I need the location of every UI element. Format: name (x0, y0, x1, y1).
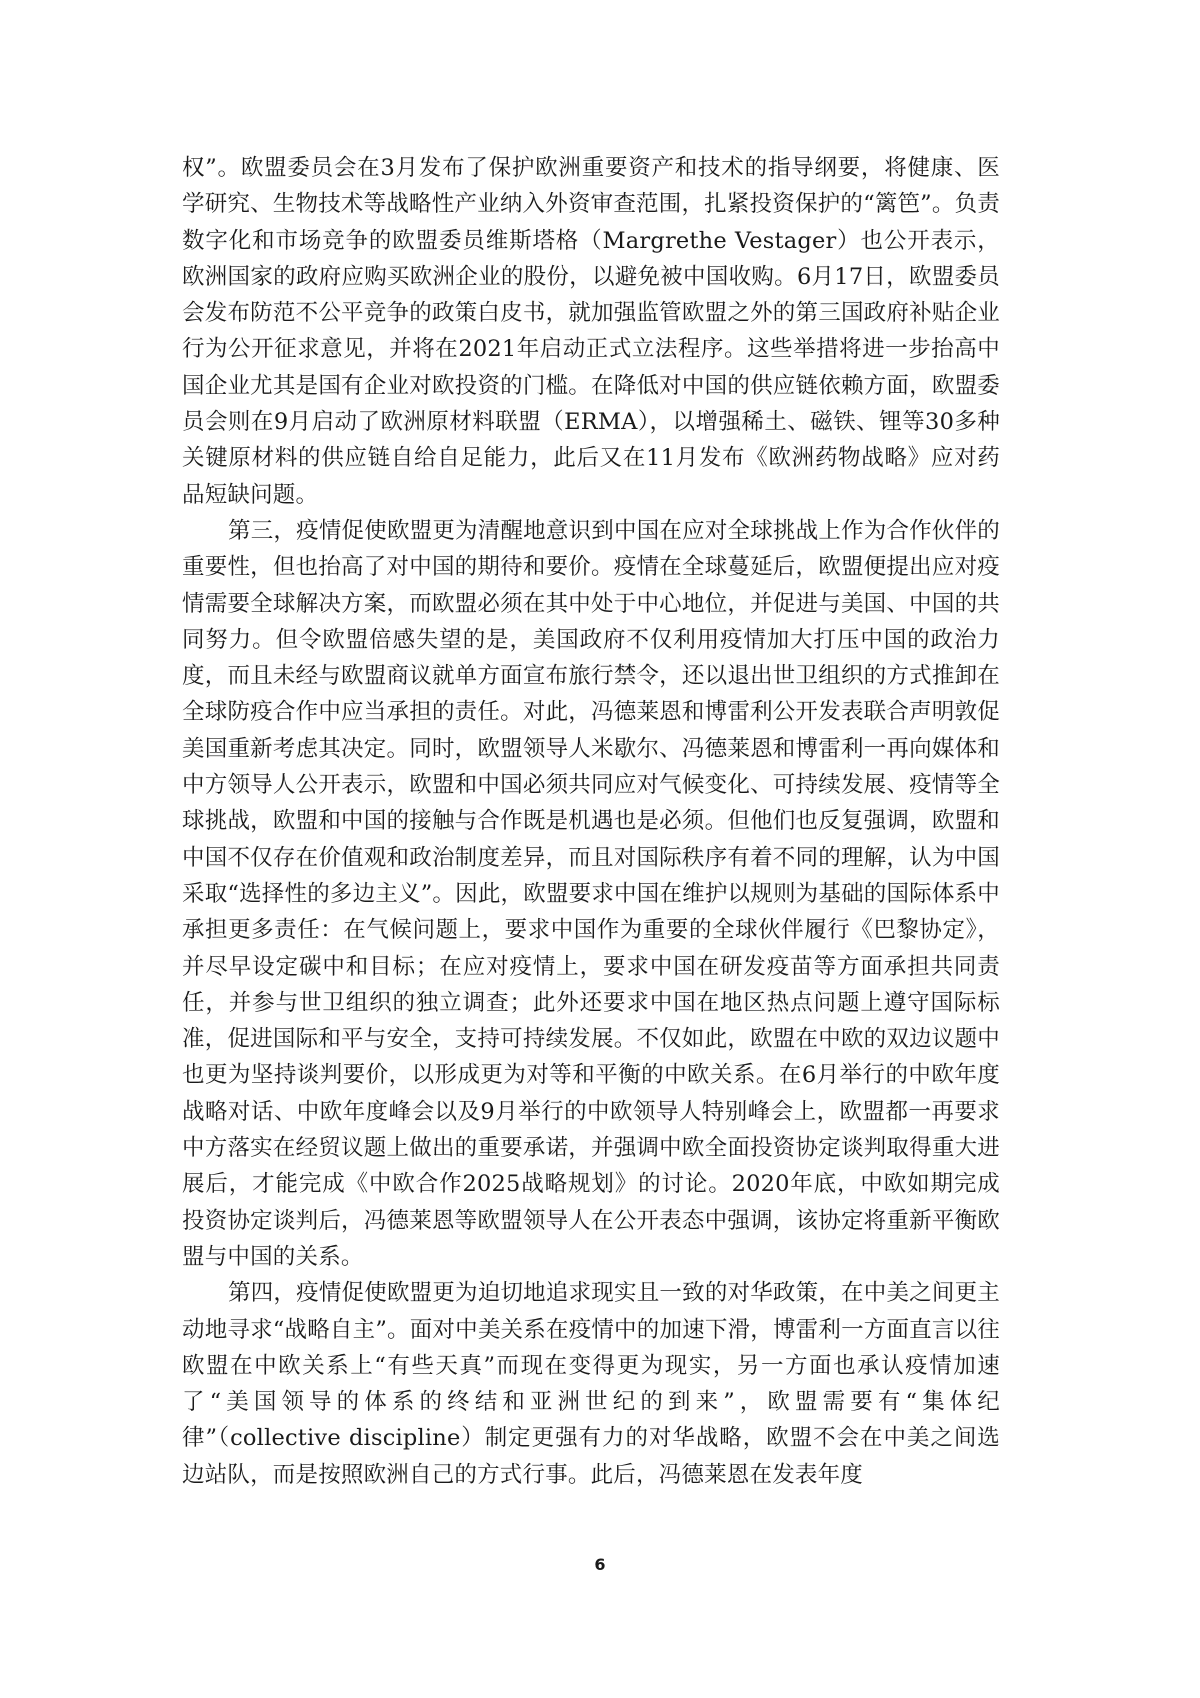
body-paragraph: 第四，疫情促使欧盟更为迫切地追求现实且一致的对华政策，在中美之间更主动地寻求“战略自主”。面对中美关系在疫情中的加速下滑，博雷利一方面直言以往欧盟在中欧关系上“有些天真”而现在变得更为现实，另一方面也承认疫情加速了“美国领导的体系的终结和亚洲世纪的到来”，欧盟需要有“集体纪律”（collective discipline）制定更强有力的对华战略，欧盟不会在中美之间选边站队，而是按照欧洲自己的方式行事。此后，冯德莱恩在发表年度 (182, 1280, 1000, 1488)
body-paragraph: 第三，疫情促使欧盟更为清醒地意识到中国在应对全球挑战上作为合作伙伴的重要性，但也抬高了对中国的期待和要价。疫情在全球蔓延后，欧盟便提出应对疫情需要全球解决方案，而欧盟必须在其中处于中心地位，并促进与美国、中国的共同努力。但令欧盟倍感失望的是，美国政府不仅利用疫情加大打压中国的政治力度，而且未经与欧盟商议就单方面宣布旅行禁令，还以退出世卫组织的方式推卸在全球防疫合作中应当承担的责任。对此，冯德莱恩和博雷利公开发表联合声明敦促美国重新考虑其决定。同时，欧盟领导人米歇尔、冯德莱恩和博雷利一再向媒体和中方领导人公开表示，欧盟和中国必须共同应对气候变化、可持续发展、疫情等全球挑战，欧盟和中国的接触与合作既是机遇也是必须。但他们也反复强调，欧盟和中国不仅存在价值观和政治制度差异，而且对国际秩序有着不同的理解，认为中国采取“选择性的多边主义”。因此，欧盟要求中国在维护以规则为基础的国际体系中承担更多责任：在气候问题上，要求中国作为重要的全球伙伴履行《巴黎协定》，并尽早设定碳中和目标；在应对疫情上，要求中国在研发疫苗等方面承担共同责任，并参与世卫组织的独立调查；此外还要求中国在地区热点问题上遵守国际标准，促进国际和平与安全，支持可持续发展。不仅如此，欧盟在中欧的双边议题中也更为坚持谈判要价，以形成更为对等和平衡的中欧关系。在6月举行的中欧年度战略对话、中欧年度峰会以及9月举行的中欧领导人特别峰会上，欧盟都一再要求中方落实在经贸议题上做出的重要承诺，并强调中欧全面投资协定谈判取得重大进展后，才能完成《中欧合作2025战略规划》的讨论。2020年底，中欧如期完成投资协定谈判后，冯德莱恩等欧盟领导人在公开表态中强调，该协定将重新平衡欧盟与中国的关系。 (182, 517, 1000, 1270)
body-paragraph: 权”。欧盟委员会在3月发布了保护欧洲重要资产和技术的指导纲要，将健康、医学研究、生物技术等战略性产业纳入外资审查范围，扎紧投资保护的“篱笆”。负责数字化和市场竞争的欧盟委员维斯塔格（Margrethe Vestager）也公开表示，欧洲国家的政府应购买欧洲企业的股份，以避免被中国收购。6月17日，欧盟委员会发布防范不公平竞争的政策白皮书，就加强监管欧盟之外的第三国政府补贴企业行为公开征求意见，并将在2021年启动正式立法程序。这些举措将进一步抬高中国企业尤其是国有企业对欧投资的门槛。在降低对中国的供应链依赖方面，欧盟委员会则在9月启动了欧洲原材料联盟（ERMA），以增强稀土、磁铁、锂等30多种关键原材料的供应链自给自足能力，此后又在11月发布《欧洲药物战略》应对药品短缺问题。 (182, 155, 1000, 508)
document-body (182, 150, 1000, 1493)
page-number: 6 (594, 1555, 606, 1574)
